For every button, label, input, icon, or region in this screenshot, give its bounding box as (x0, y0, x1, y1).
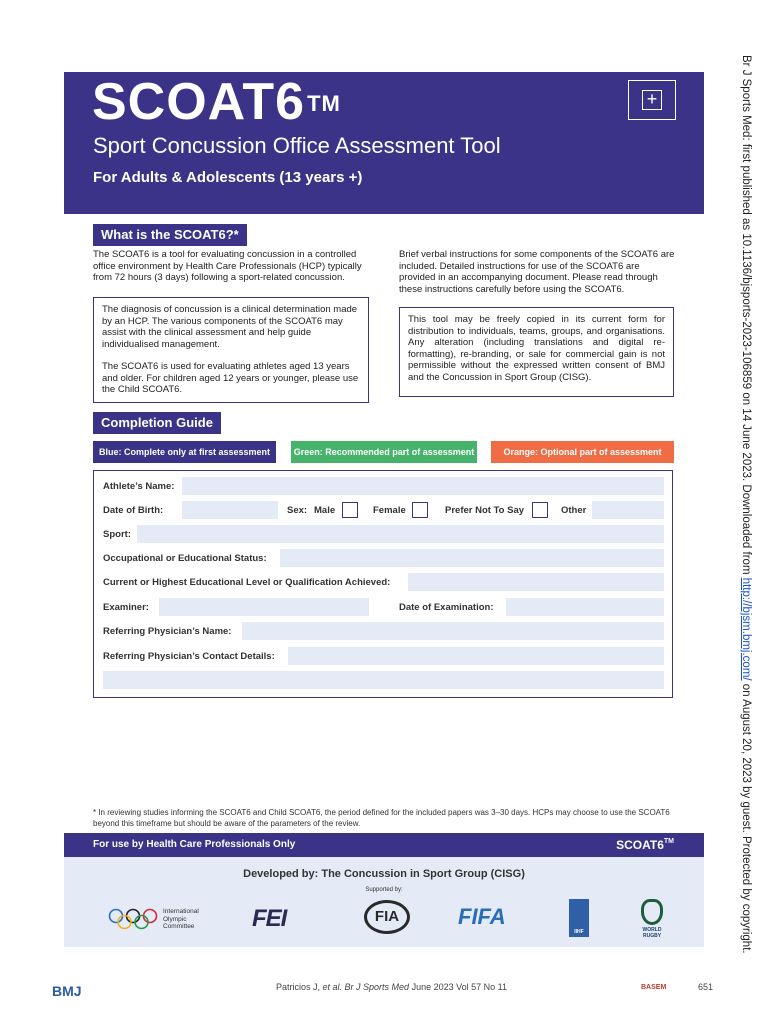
bmj-logo: BMJ (52, 983, 82, 999)
physician-name-label: Referring Physician’s Name: (103, 626, 232, 637)
education-label: Current or Highest Educational Level or Qualification Achieved: (103, 577, 391, 588)
iihf-logo: IIHF (569, 899, 589, 937)
fifa-logo: FIFA (458, 904, 506, 929)
education-field[interactable] (408, 573, 664, 591)
exam-date-label: Date of Examination: (399, 602, 494, 613)
sex-male-checkbox[interactable] (342, 502, 358, 518)
world-rugby-icon (641, 899, 663, 925)
subtitle: Sport Concussion Office Assessment Tool (93, 133, 501, 158)
legend-orange: Orange: Optional part of assessment (491, 441, 674, 463)
examiner-label: Examiner: (103, 602, 149, 613)
physician-contact-field-line2[interactable] (103, 671, 664, 689)
intro-left-text: The SCOAT6 is a tool for evaluating concussion in a controlled office environment by Health Care Professionals (HCP) typically from 72 hours (3 days) following a sport-related concussion. (93, 249, 362, 283)
hcp-only-band (64, 833, 704, 857)
sex-prefer-not-checkbox[interactable] (532, 502, 548, 518)
header-banner (64, 72, 704, 214)
citation: Patricios J, et al. Br J Sports Med June 2023 Vol 57 No 11 (276, 982, 507, 992)
dob-label: Date of Birth: (103, 505, 164, 516)
dob-field[interactable] (182, 501, 278, 519)
bjsm-link[interactable]: http://bjsm.bmj.com/ (740, 577, 752, 681)
sex-label: Sex: (287, 505, 308, 516)
intro-left-box-p1: The diagnosis of concussion is a clinical determination made by an HCP. The various components of the SCOAT6 may assist with the clinical assessment and help guide individualised management. (102, 304, 358, 350)
world-rugby-logo-text: WORLD RUGBY (642, 927, 662, 939)
copyright-side-note: Br J Sports Med: first published as 10.1136/bjsports-2023-106859 on 14 June 2023. Downloaded from http://bjsm.bmj.com/ on August 20, 2023 by guest. Protected by copyright. (740, 55, 752, 954)
page-number: 651 (698, 982, 714, 992)
basem-logo: BASEM (641, 984, 667, 991)
fia-logo: FIA (364, 900, 410, 934)
sex-female-label: Female (373, 505, 406, 516)
examiner-field[interactable] (159, 598, 369, 616)
sport-label: Sport: (103, 529, 131, 540)
intro-right-text: Brief verbal instructions for some components of the SCOAT6 are included. Detailed instructions for use of the SCOAT6 are provided in an accompanying document. Please read through these instructions carefully before using the SCOAT6. (399, 249, 675, 295)
audience-line: For Adults & Adolescents (13 years +) (93, 169, 363, 186)
ioc-logo-text: International Olympic Committee (163, 908, 199, 930)
band-brand: SCOAT6™ (616, 838, 674, 852)
athlete-name-label: Athlete’s Name: (103, 481, 175, 492)
sex-prefer-not-label: Prefer Not To Say (445, 505, 525, 516)
what-is-tag: What is the SCOAT6?* (93, 224, 247, 246)
physician-name-field[interactable] (242, 622, 664, 640)
sport-field[interactable] (137, 525, 664, 543)
intro-left-box-p2: The SCOAT6 is used for evaluating athletes aged 13 years and older. For children aged 12 years or younger, please use the Child SCOAT6. (102, 361, 359, 395)
occupation-field[interactable] (280, 549, 664, 567)
sex-male-label: Male (314, 505, 336, 516)
exam-date-field[interactable] (506, 598, 664, 616)
occupation-label: Occupational or Educational Status: (103, 553, 267, 564)
hcp-only-text: For use by Health Care Professionals Only (93, 839, 296, 850)
supported-by: Supported by: (365, 887, 403, 893)
sex-female-checkbox[interactable] (412, 502, 428, 518)
intro-right-box: This tool may be freely copied in its current form for distribution to individuals, teams, groups, and organisations. Any alteration (including translations and digital re-formatting), re-branding, or sale for commercial gain is not permissible without the expressed written consent of BMJ and the Concussion in Sport Group (CISG). (399, 307, 674, 397)
sponsor-panel (64, 857, 704, 947)
plus-box-icon: + (628, 80, 676, 120)
physician-contact-label: Referring Physician’s Contact Details: (103, 651, 275, 662)
intro-left-box (93, 297, 369, 403)
legend-blue: Blue: Complete only at first assessment (93, 441, 276, 463)
footnote: * In reviewing studies informing the SCOAT6 and Child SCOAT6, the period defined for the included papers was 3–30 days. HCPs may choose to use the SCOAT6 beyond this timeframe but should be aware of the parameters of the review. (93, 808, 670, 828)
developed-by: Developed by: The Concussion in Sport Group (CISG) (243, 868, 525, 880)
olympic-rings-icon (108, 908, 158, 930)
physician-contact-field[interactable] (288, 647, 664, 665)
athlete-name-field[interactable] (182, 477, 664, 495)
legend-green: Green: Recommended part of assessment (291, 441, 477, 463)
athlete-details-form (93, 470, 673, 698)
sex-other-label: Other (561, 505, 587, 516)
completion-guide-tag: Completion Guide (93, 412, 221, 434)
brand-title: SCOAT6™ (92, 73, 341, 131)
trademark: TM (307, 91, 341, 116)
sex-other-field[interactable] (592, 501, 664, 519)
fei-logo: FEI (252, 905, 287, 932)
